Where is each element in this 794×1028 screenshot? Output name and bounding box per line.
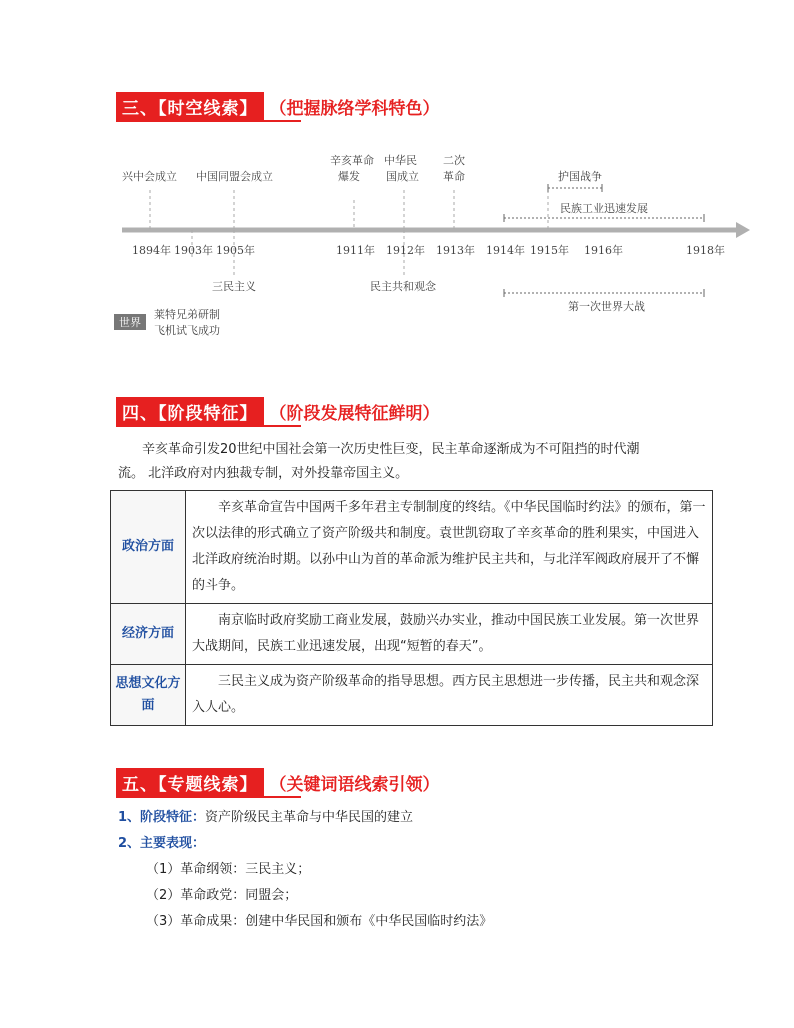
year-1914: 1914年 [486,244,525,257]
section4-header [116,397,440,425]
event-xinhai-line2: 爆发 [338,170,360,183]
row-body-culture: 三民主义成为资产阶级革命的指导思想。西方民主思想进一步传播，民主共和观念深入人心。 [186,665,713,726]
event-erci-line2: 革命 [443,170,465,183]
section3-subtitle: （把握脉络学科特色） [269,98,440,119]
event-minzhugonghe: 民主共和观念 [370,280,436,293]
year-1905: 1905年 [216,244,255,257]
event-erci-line1: 二次 [443,154,465,167]
table-row [111,491,713,604]
year-1903: 1903年 [174,244,213,257]
section4-subtitle: （阶段发展特征鲜明） [269,403,440,424]
list-item-1-label: 1、阶段特征： [118,810,206,825]
section5-rule [116,796,301,798]
event-huguo: 护国战争 [558,170,602,183]
list-item [118,805,492,831]
section5-subtitle: （关键词语线索引领） [269,774,440,795]
year-1894: 1894年 [132,244,171,257]
list-subitem: （3）革命成果：创建中华民国和颁布《中华民国临时约法》 [146,914,493,929]
year-1918: 1918年 [686,244,725,257]
world-event-line2: 飞机试飞成功 [154,324,220,337]
timeline-diagram [108,148,756,348]
year-1915: 1915年 [530,244,569,257]
list-item-1-text: 资产阶级民主革命与中华民国的建立 [205,810,414,825]
year-1913: 1913年 [436,244,475,257]
year-1911: 1911年 [336,244,375,257]
table-row [111,665,713,726]
event-sanminzhuyi: 三民主义 [212,280,256,293]
row-head-politics: 政治方面 [111,491,186,604]
timeline-arrow [736,222,750,238]
section3-title: 三、【时空线索】 [116,92,264,120]
stage-features-table [110,490,713,726]
event-wwi: 第一次世界大战 [568,300,645,313]
event-xingzhonghui: 兴中会成立 [122,170,177,183]
year-ticks [150,190,548,278]
section5-header [116,768,440,796]
section4-title: 四、【阶段特征】 [116,397,264,425]
list-item [118,831,492,857]
row-body-politics: 辛亥革命宣告中国两千多年君主专制制度的终结。《中华民国临时约法》的颁布，第一次以法律的形式确立了资产阶级共和制度。袁世凯窃取了辛亥革命的胜利果实，中国进入北洋政府统治时期。以孙中山为首的革命派为维护民主共和，与北洋军阀政府展开了不懈的斗争。 [186,491,713,604]
event-industry: 民族工业迅速发展 [560,202,648,215]
world-label: 世界 [119,316,141,329]
row-head-economy: 经济方面 [111,604,186,665]
intro-line-1: 辛亥革命引发20世纪中国社会第一次历史性巨变，民主革命逐渐成为不可阻挡的时代潮 [142,442,640,457]
event-zhonghuaminguo-line2: 国成立 [386,170,419,183]
year-1916: 1916年 [584,244,623,257]
year-1912: 1912年 [386,244,425,257]
list-subitem: （1）革命纲领：三民主义； [146,862,311,877]
section3-rule [116,120,301,122]
event-zhonghuaminguo-line1: 中华民 [384,154,417,167]
intro-line-2: 流。 北洋政府对内独裁专制，对外投靠帝国主义。 [118,466,409,481]
stage-intro [118,438,688,486]
world-event-line1: 莱特兄弟研制 [154,308,220,321]
section5-title: 五、【专题线索】 [116,768,264,796]
section3-header [116,92,440,120]
event-tongmenghui: 中国同盟会成立 [196,170,273,183]
row-head-culture: 思想文化方面 [111,665,186,726]
table-row [111,604,713,665]
event-xinhai-line1: 辛亥革命 [330,154,374,167]
list-subitem: （2）革命政党：同盟会； [146,888,298,903]
list-item-2-label: 2、主要表现： [118,836,206,851]
row-body-economy: 南京临时政府奖励工商业发展，鼓励兴办实业，推动中国民族工业发展。第一次世界大战期间，民族工业迅速发展，出现“短暂的春天”。 [186,604,713,665]
topic-list [118,805,492,935]
section4-rule [116,425,301,427]
